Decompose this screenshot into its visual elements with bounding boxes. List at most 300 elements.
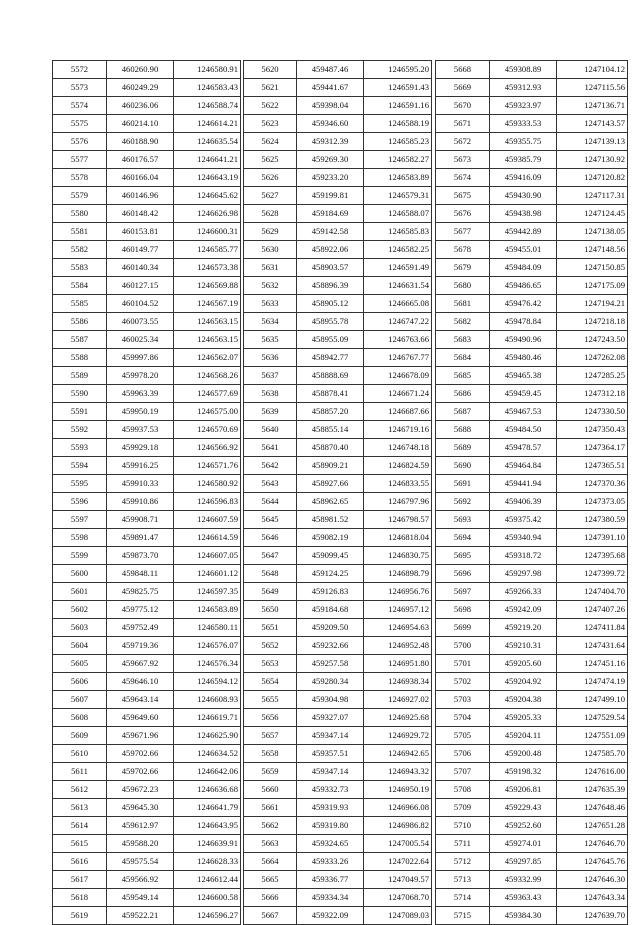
point-number-cell: 5685 — [436, 367, 490, 385]
x-coordinate-cell: 459490.96 — [490, 331, 557, 349]
x-coordinate-cell: 459199.81 — [297, 187, 364, 205]
table-row — [53, 79, 241, 97]
point-number-cell: 5711 — [436, 835, 490, 853]
point-number-cell: 5683 — [436, 331, 490, 349]
x-coordinate-cell: 460073.55 — [107, 313, 174, 331]
table-row — [53, 871, 241, 889]
table-row — [244, 799, 432, 817]
x-coordinate-cell: 459200.48 — [490, 745, 557, 763]
table-row — [53, 457, 241, 475]
table-row — [436, 241, 628, 259]
y-coordinate-cell: 1247136.71 — [557, 97, 628, 115]
point-number-cell: 5705 — [436, 727, 490, 745]
x-coordinate-cell: 459775.12 — [107, 601, 174, 619]
x-coordinate-cell: 459333.26 — [297, 853, 364, 871]
table-row — [53, 169, 241, 187]
point-number-cell: 5662 — [244, 817, 297, 835]
point-number-cell: 5611 — [53, 763, 107, 781]
coordinate-table-body — [53, 61, 241, 925]
x-coordinate-cell: 460188.90 — [107, 133, 174, 151]
point-number-cell: 5615 — [53, 835, 107, 853]
point-number-cell: 5608 — [53, 709, 107, 727]
y-coordinate-cell: 1246619.71 — [174, 709, 241, 727]
table-row — [244, 277, 432, 295]
table-row — [436, 205, 628, 223]
x-coordinate-cell: 459997.86 — [107, 349, 174, 367]
y-coordinate-cell: 1246612.44 — [174, 871, 241, 889]
table-row — [53, 547, 241, 565]
table-row — [436, 223, 628, 241]
y-coordinate-cell: 1247365.51 — [557, 457, 628, 475]
point-number-cell: 5644 — [244, 493, 297, 511]
point-number-cell: 5589 — [53, 367, 107, 385]
point-number-cell: 5713 — [436, 871, 490, 889]
table-row — [53, 529, 241, 547]
point-number-cell: 5697 — [436, 583, 490, 601]
point-number-cell: 5679 — [436, 259, 490, 277]
table-row — [436, 835, 628, 853]
table-row — [244, 187, 432, 205]
point-number-cell: 5584 — [53, 277, 107, 295]
point-number-cell: 5681 — [436, 295, 490, 313]
x-coordinate-cell: 459319.80 — [297, 817, 364, 835]
y-coordinate-cell: 1246925.68 — [364, 709, 432, 727]
point-number-cell: 5628 — [244, 205, 297, 223]
y-coordinate-cell: 1246824.59 — [364, 457, 432, 475]
x-coordinate-cell: 459442.89 — [490, 223, 557, 241]
x-coordinate-cell: 459233.20 — [297, 169, 364, 187]
table-row — [436, 295, 628, 313]
table-row — [53, 691, 241, 709]
table-row — [436, 745, 628, 763]
point-number-cell: 5645 — [244, 511, 297, 529]
x-coordinate-cell: 460104.52 — [107, 295, 174, 313]
point-number-cell: 5673 — [436, 151, 490, 169]
y-coordinate-cell: 1247391.10 — [557, 529, 628, 547]
table-row — [244, 295, 432, 313]
point-number-cell: 5678 — [436, 241, 490, 259]
x-coordinate-cell: 459252.60 — [490, 817, 557, 835]
point-number-cell: 5637 — [244, 367, 297, 385]
table-row — [244, 385, 432, 403]
x-coordinate-cell: 459430.90 — [490, 187, 557, 205]
table-row — [53, 331, 241, 349]
y-coordinate-cell: 1247411.84 — [557, 619, 628, 637]
table-row — [244, 709, 432, 727]
table-row — [244, 403, 432, 421]
table-row — [244, 439, 432, 457]
y-coordinate-cell: 1246957.12 — [364, 601, 432, 619]
x-coordinate-cell: 458955.78 — [297, 313, 364, 331]
point-number-cell: 5575 — [53, 115, 107, 133]
x-coordinate-cell: 460166.04 — [107, 169, 174, 187]
y-coordinate-cell: 1246566.92 — [174, 439, 241, 457]
table-row — [244, 781, 432, 799]
coordinate-table-body — [436, 61, 628, 925]
table-row — [244, 763, 432, 781]
table-row — [53, 277, 241, 295]
table-row — [244, 565, 432, 583]
point-number-cell: 5703 — [436, 691, 490, 709]
y-coordinate-cell: 1246952.48 — [364, 637, 432, 655]
x-coordinate-cell: 459978.20 — [107, 367, 174, 385]
y-coordinate-cell: 1246585.83 — [364, 223, 432, 241]
y-coordinate-cell: 1246950.19 — [364, 781, 432, 799]
table-row — [244, 547, 432, 565]
y-coordinate-cell: 1246798.57 — [364, 511, 432, 529]
x-coordinate-cell: 458955.09 — [297, 331, 364, 349]
point-number-cell: 5663 — [244, 835, 297, 853]
x-coordinate-cell: 459825.75 — [107, 583, 174, 601]
x-coordinate-cell: 459297.85 — [490, 853, 557, 871]
x-coordinate-cell: 459229.43 — [490, 799, 557, 817]
y-coordinate-cell: 1247150.85 — [557, 259, 628, 277]
y-coordinate-cell: 1246569.88 — [174, 277, 241, 295]
y-coordinate-cell: 1247350.43 — [557, 421, 628, 439]
y-coordinate-cell: 1247243.50 — [557, 331, 628, 349]
table-row — [436, 385, 628, 403]
table-row — [244, 853, 432, 871]
table-row — [53, 313, 241, 331]
point-number-cell: 5582 — [53, 241, 107, 259]
y-coordinate-cell: 1247049.57 — [364, 871, 432, 889]
y-coordinate-cell: 1247120.82 — [557, 169, 628, 187]
table-row — [244, 745, 432, 763]
table-row — [53, 727, 241, 745]
y-coordinate-cell: 1246570.69 — [174, 421, 241, 439]
point-number-cell: 5643 — [244, 475, 297, 493]
y-coordinate-cell: 1247407.26 — [557, 601, 628, 619]
point-number-cell: 5669 — [436, 79, 490, 97]
x-coordinate-cell: 459206.81 — [490, 781, 557, 799]
x-coordinate-cell: 459916.25 — [107, 457, 174, 475]
y-coordinate-cell: 1246583.89 — [364, 169, 432, 187]
x-coordinate-cell: 458927.66 — [297, 475, 364, 493]
x-coordinate-cell: 459319.93 — [297, 799, 364, 817]
x-coordinate-cell: 459963.39 — [107, 385, 174, 403]
y-coordinate-cell: 1246929.72 — [364, 727, 432, 745]
x-coordinate-cell: 459549.14 — [107, 889, 174, 907]
y-coordinate-cell: 1246719.16 — [364, 421, 432, 439]
x-coordinate-cell: 458909.21 — [297, 457, 364, 475]
table-row — [436, 169, 628, 187]
point-number-cell: 5714 — [436, 889, 490, 907]
x-coordinate-cell: 459566.92 — [107, 871, 174, 889]
y-coordinate-cell: 1246580.92 — [174, 475, 241, 493]
y-coordinate-cell: 1247646.30 — [557, 871, 628, 889]
table-row — [53, 259, 241, 277]
point-number-cell: 5691 — [436, 475, 490, 493]
point-number-cell: 5664 — [244, 853, 297, 871]
table-row — [244, 259, 432, 277]
point-number-cell: 5659 — [244, 763, 297, 781]
y-coordinate-cell: 1247529.54 — [557, 709, 628, 727]
table-row — [53, 421, 241, 439]
y-coordinate-cell: 1246956.76 — [364, 583, 432, 601]
y-coordinate-cell: 1246563.15 — [174, 331, 241, 349]
x-coordinate-cell: 459719.36 — [107, 637, 174, 655]
x-coordinate-cell: 459848.11 — [107, 565, 174, 583]
y-coordinate-cell: 1247262.08 — [557, 349, 628, 367]
point-number-cell: 5590 — [53, 385, 107, 403]
y-coordinate-cell: 1246687.66 — [364, 403, 432, 421]
x-coordinate-cell: 459406.39 — [490, 493, 557, 511]
x-coordinate-cell: 459375.42 — [490, 511, 557, 529]
y-coordinate-cell: 1247148.56 — [557, 241, 628, 259]
point-number-cell: 5693 — [436, 511, 490, 529]
point-number-cell: 5661 — [244, 799, 297, 817]
y-coordinate-cell: 1246927.02 — [364, 691, 432, 709]
table-row — [244, 835, 432, 853]
coordinate-table-3 — [435, 60, 628, 925]
table-row — [436, 655, 628, 673]
table-row — [244, 241, 432, 259]
x-coordinate-cell: 460260.90 — [107, 61, 174, 79]
point-number-cell: 5690 — [436, 457, 490, 475]
y-coordinate-cell: 1246614.59 — [174, 529, 241, 547]
y-coordinate-cell: 1247115.56 — [557, 79, 628, 97]
table-row — [244, 169, 432, 187]
x-coordinate-cell: 459910.86 — [107, 493, 174, 511]
x-coordinate-cell: 459752.49 — [107, 619, 174, 637]
y-coordinate-cell: 1246607.05 — [174, 547, 241, 565]
table-row — [244, 529, 432, 547]
table-row — [53, 385, 241, 403]
point-number-cell: 5702 — [436, 673, 490, 691]
y-coordinate-cell: 1246643.19 — [174, 169, 241, 187]
point-number-cell: 5648 — [244, 565, 297, 583]
x-coordinate-cell: 459312.39 — [297, 133, 364, 151]
table-row — [244, 475, 432, 493]
point-number-cell: 5629 — [244, 223, 297, 241]
point-number-cell: 5696 — [436, 565, 490, 583]
y-coordinate-cell: 1246585.23 — [364, 133, 432, 151]
y-coordinate-cell: 1247395.68 — [557, 547, 628, 565]
x-coordinate-cell: 460236.06 — [107, 97, 174, 115]
x-coordinate-cell: 459318.72 — [490, 547, 557, 565]
y-coordinate-cell: 1246575.00 — [174, 403, 241, 421]
table-row — [436, 727, 628, 745]
x-coordinate-cell: 459124.25 — [297, 565, 364, 583]
x-coordinate-cell: 459323.97 — [490, 97, 557, 115]
x-coordinate-cell: 458905.12 — [297, 295, 364, 313]
table-row — [436, 475, 628, 493]
y-coordinate-cell: 1246641.21 — [174, 151, 241, 169]
x-coordinate-cell: 459363.43 — [490, 889, 557, 907]
x-coordinate-cell: 458855.14 — [297, 421, 364, 439]
x-coordinate-cell: 458922.06 — [297, 241, 364, 259]
table-row — [436, 583, 628, 601]
point-number-cell: 5701 — [436, 655, 490, 673]
y-coordinate-cell: 1246571.76 — [174, 457, 241, 475]
y-coordinate-cell: 1247005.54 — [364, 835, 432, 853]
point-number-cell: 5646 — [244, 529, 297, 547]
table-row — [53, 619, 241, 637]
table-row — [436, 853, 628, 871]
point-number-cell: 5626 — [244, 169, 297, 187]
point-number-cell: 5618 — [53, 889, 107, 907]
table-row — [53, 763, 241, 781]
x-coordinate-cell: 459478.57 — [490, 439, 557, 457]
x-coordinate-cell: 459334.34 — [297, 889, 364, 907]
point-number-cell: 5698 — [436, 601, 490, 619]
table-row — [244, 691, 432, 709]
y-coordinate-cell: 1246898.79 — [364, 565, 432, 583]
point-number-cell: 5579 — [53, 187, 107, 205]
y-coordinate-cell: 1247648.46 — [557, 799, 628, 817]
table-row — [53, 97, 241, 115]
table-row — [53, 295, 241, 313]
table-row — [53, 817, 241, 835]
table-row — [244, 205, 432, 223]
y-coordinate-cell: 1246943.32 — [364, 763, 432, 781]
point-number-cell: 5574 — [53, 97, 107, 115]
y-coordinate-cell: 1246573.38 — [174, 259, 241, 277]
y-coordinate-cell: 1246645.62 — [174, 187, 241, 205]
x-coordinate-cell: 458870.40 — [297, 439, 364, 457]
y-coordinate-cell: 1246595.20 — [364, 61, 432, 79]
table-row — [53, 403, 241, 421]
point-number-cell: 5609 — [53, 727, 107, 745]
point-number-cell: 5621 — [244, 79, 297, 97]
x-coordinate-cell: 459126.83 — [297, 583, 364, 601]
x-coordinate-cell: 459205.33 — [490, 709, 557, 727]
table-row — [436, 637, 628, 655]
x-coordinate-cell: 460214.10 — [107, 115, 174, 133]
y-coordinate-cell: 1246797.96 — [364, 493, 432, 511]
y-coordinate-cell: 1246643.95 — [174, 817, 241, 835]
y-coordinate-cell: 1246642.06 — [174, 763, 241, 781]
point-number-cell: 5585 — [53, 295, 107, 313]
table-row — [436, 259, 628, 277]
y-coordinate-cell: 1247451.16 — [557, 655, 628, 673]
table-row — [436, 493, 628, 511]
x-coordinate-cell: 458962.65 — [297, 493, 364, 511]
point-number-cell: 5660 — [244, 781, 297, 799]
point-number-cell: 5675 — [436, 187, 490, 205]
point-number-cell: 5649 — [244, 583, 297, 601]
x-coordinate-cell: 459312.93 — [490, 79, 557, 97]
x-coordinate-cell: 459672.23 — [107, 781, 174, 799]
table-row — [53, 601, 241, 619]
x-coordinate-cell: 459480.46 — [490, 349, 557, 367]
table-row — [436, 277, 628, 295]
y-coordinate-cell: 1246641.79 — [174, 799, 241, 817]
point-number-cell: 5636 — [244, 349, 297, 367]
y-coordinate-cell: 1247585.70 — [557, 745, 628, 763]
y-coordinate-cell: 1246634.52 — [174, 745, 241, 763]
table-row — [436, 907, 628, 925]
point-number-cell: 5633 — [244, 295, 297, 313]
x-coordinate-cell: 459645.30 — [107, 799, 174, 817]
y-coordinate-cell: 1246588.19 — [364, 115, 432, 133]
point-number-cell: 5689 — [436, 439, 490, 457]
table-row — [244, 583, 432, 601]
table-row — [53, 835, 241, 853]
point-number-cell: 5650 — [244, 601, 297, 619]
point-number-cell: 5651 — [244, 619, 297, 637]
table-row — [436, 421, 628, 439]
table-row — [53, 187, 241, 205]
x-coordinate-cell: 459346.60 — [297, 115, 364, 133]
coordinate-table-body — [244, 61, 432, 925]
y-coordinate-cell: 1246747.22 — [364, 313, 432, 331]
point-number-cell: 5708 — [436, 781, 490, 799]
y-coordinate-cell: 1246576.07 — [174, 637, 241, 655]
x-coordinate-cell: 459438.98 — [490, 205, 557, 223]
table-row — [244, 421, 432, 439]
point-number-cell: 5652 — [244, 637, 297, 655]
table-row — [436, 529, 628, 547]
x-coordinate-cell: 459184.69 — [297, 205, 364, 223]
point-number-cell: 5655 — [244, 691, 297, 709]
table-row — [53, 799, 241, 817]
y-coordinate-cell: 1246596.83 — [174, 493, 241, 511]
x-coordinate-cell: 459266.33 — [490, 583, 557, 601]
x-coordinate-cell: 459459.45 — [490, 385, 557, 403]
x-coordinate-cell: 459476.42 — [490, 295, 557, 313]
point-number-cell: 5710 — [436, 817, 490, 835]
point-number-cell: 5657 — [244, 727, 297, 745]
x-coordinate-cell: 458888.69 — [297, 367, 364, 385]
point-number-cell: 5601 — [53, 583, 107, 601]
y-coordinate-cell: 1246585.77 — [174, 241, 241, 259]
y-coordinate-cell: 1246954.63 — [364, 619, 432, 637]
y-coordinate-cell: 1247143.57 — [557, 115, 628, 133]
x-coordinate-cell: 459649.60 — [107, 709, 174, 727]
x-coordinate-cell: 459702.66 — [107, 763, 174, 781]
x-coordinate-cell: 459204.38 — [490, 691, 557, 709]
y-coordinate-cell: 1247645.76 — [557, 853, 628, 871]
x-coordinate-cell: 459340.94 — [490, 529, 557, 547]
y-coordinate-cell: 1246639.91 — [174, 835, 241, 853]
point-number-cell: 5668 — [436, 61, 490, 79]
point-number-cell: 5665 — [244, 871, 297, 889]
x-coordinate-cell: 458981.52 — [297, 511, 364, 529]
y-coordinate-cell: 1246767.77 — [364, 349, 432, 367]
y-coordinate-cell: 1247551.09 — [557, 727, 628, 745]
point-number-cell: 5709 — [436, 799, 490, 817]
point-number-cell: 5602 — [53, 601, 107, 619]
y-coordinate-cell: 1246833.55 — [364, 475, 432, 493]
table-row — [436, 511, 628, 529]
point-number-cell: 5620 — [244, 61, 297, 79]
y-coordinate-cell: 1246636.68 — [174, 781, 241, 799]
point-number-cell: 5632 — [244, 277, 297, 295]
x-coordinate-cell: 459575.54 — [107, 853, 174, 871]
y-coordinate-cell: 1246665.08 — [364, 295, 432, 313]
point-number-cell: 5612 — [53, 781, 107, 799]
point-number-cell: 5692 — [436, 493, 490, 511]
table-row — [436, 151, 628, 169]
x-coordinate-cell: 459232.66 — [297, 637, 364, 655]
table-row — [436, 457, 628, 475]
x-coordinate-cell: 459950.19 — [107, 403, 174, 421]
x-coordinate-cell: 459646.10 — [107, 673, 174, 691]
point-number-cell: 5577 — [53, 151, 107, 169]
y-coordinate-cell: 1247130.92 — [557, 151, 628, 169]
coordinate-table-2 — [243, 60, 432, 925]
y-coordinate-cell: 1247139.13 — [557, 133, 628, 151]
y-coordinate-cell: 1247089.03 — [364, 907, 432, 925]
y-coordinate-cell: 1247124.45 — [557, 205, 628, 223]
point-number-cell: 5670 — [436, 97, 490, 115]
y-coordinate-cell: 1246678.09 — [364, 367, 432, 385]
table-row — [244, 61, 432, 79]
y-coordinate-cell: 1246579.31 — [364, 187, 432, 205]
point-number-cell: 5572 — [53, 61, 107, 79]
x-coordinate-cell: 459204.92 — [490, 673, 557, 691]
